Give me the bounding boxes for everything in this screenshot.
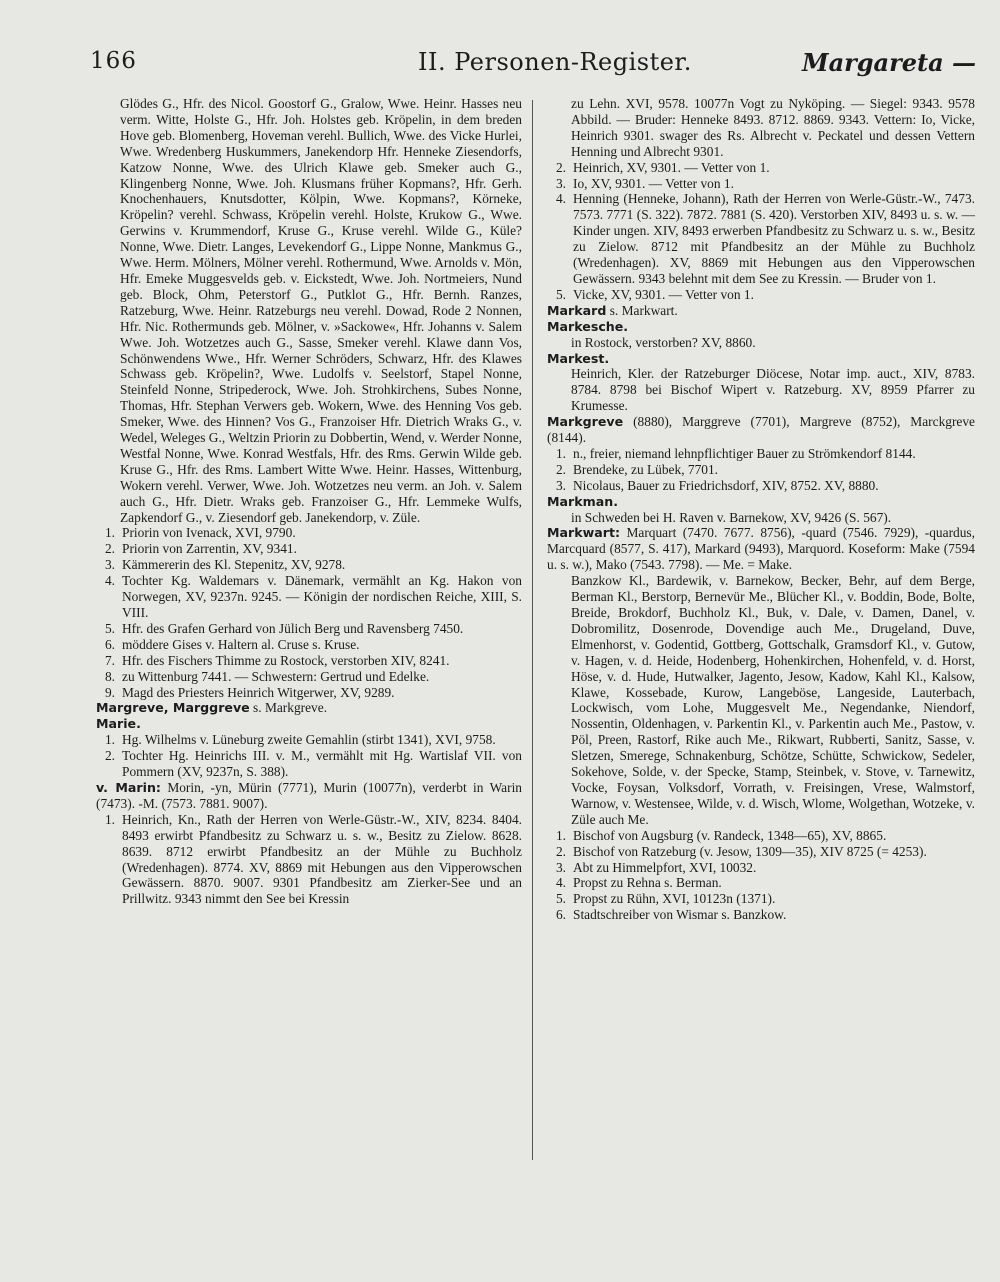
item-number: 3. [555,477,566,493]
item-text: Hfr. des Fischers Thimme zu Rostock, verstorben XIV, 8241. [122,652,450,668]
entry-markwart: Markwart: Marquart (7470. 7677. 8756), -quard (7546. 7929), -quardus, Marcquard (8577, S. 417), Markard (9493), Marquord. Koseform: Make (7594 u. s. w.), Mako (7543. 7798). — Me. = Make. [547,525,975,573]
item-text: Hfr. des Grafen Gerhard von Jülich Berg und Ravensberg 7450. [122,620,464,636]
entry-markgreve: Markgreve (8880), Marggreve (7701), Margreve (8752), Marckgreve (8144). [547,414,975,446]
entry-marin: v. Marin: Morin, -yn, Mürin (7771), Murin (10077n), verderbt in Warin (7473). -M. (7573. 7881. 9007). [96,779,522,811]
list-item [96,669,522,685]
item-number: 3. [104,557,115,573]
item-text: Henning (Henneke, Johann), Rath der Herren von Werle-Güstr.-W., 7473. 7573. 7771 (S. 322). 7872. 7881 (S. 420). Verstorben XIV, 8493 u. s. w. — Kinder ungen. XIV, 8493 erwerben Pfandbesitz zu Schwarz u. s. w., Besitz zu Zielow. 8712 mit Pfandbesitz an der Mühle zu Buchholz (Wredenhagen). XV, 8869 mit Hebungen aus den Vipperowschen Gewässern. 9343 belehnt mit dem See zu Kressin. — Bruder von 1. [573,191,975,286]
item-text: Hg. Wilhelms v. Lüneburg zweite Gemahlin (stirbt 1341), XVI, 9758. [122,732,496,748]
markwart-numbered-list [547,828,975,923]
item-number: 1. [104,525,115,541]
list-item [547,891,975,907]
item-text: Kämmererin des Kl. Stepenitz, XV, 9278. [122,557,346,573]
lemma-markard: Markard [547,302,607,318]
left-column [96,96,522,907]
item-number: 4. [555,191,566,207]
item-number: 2. [555,159,566,175]
list-item [547,478,975,494]
list-item [547,191,975,286]
lemma-marie: Marie. [96,716,141,732]
lemma-markest: Markest. [547,350,610,366]
list-item [547,462,975,478]
list-item [547,160,975,176]
item-number: 6. [104,636,115,652]
margareta-names-continuation: Glödes G., Hfr. des Nicol. Goostorf G., Gralow, Wwe. Heinr. Hasses neu verm. Witte, Holste G., Hfr. Joh. Holstes geb. Kröpelin, in dem breden Hove geb. Blomenberg, Hoveman verehl. Bullich, Wwe. des Vicke Hurlei, Wwe. Wredenberg Huskummers, Janekendorp Hfr. Henneke Ziesendorfs, Katzow Nonne, Wwe. des Ulrich Klawe geb. Smeker auch G., Klingenberg Nonne, Wwe. Joh. Klusmans früher Kopmans?, Hfr. Gerh. Knochenhauers, Knutsdotter, Kölpin, Wwe. Kopmans?, Körneke, Kröpelin? verehl. Schwass, Kröpelin verehl. Holste, Krukow G., Wwe. Gerwins v. Krummendorf, Kruse G., Kruse verehl. Wilde G., Küle? Nonne, Wwe. Dietr. Langes, Levekendorf G., Lippe Nonne, Mankmus G., Wwe. Herm. Mölners, Mölner verehl. Rothermund, Wwe. Arnolds v. Mön, Hfr. Emeke Muggesvelds geb. v. Eickstedt, Wwe. Joh. Nortmeiers, Nund geb. Block, Ohm, Peterstorf G., Putklot G., Hfr. Bernh. Ranzes, Ratzeburg, Wwe. Heinr. Ratzeburgs neu verehl. Dowad, Rode 2 Nonnen, Hfr. Nic. Rothermunds geb. Mölner, v. »Sackowe«, Hfr. Johanns v. Salem Wwe. Joh. Wotzetzes auch G., Sasse, Smeker verehl. Klawe dann Vos, Schönwendens Wwe., Hfr. Werner Schröders, Schwarz, Hfr. des Klawes Schwass geb. Kröpelin?, Wwe. Ludolfs v. Seelstorf, Stapel Nonne, Steinfeld Nonne, Stripederock, Wwe. Joh. Strohkirchens, Subes Nonne, Thomas, Hfr. Stephan Verwers geb. Wokern, Wwe. des Henning Vos geb. Smeker, Wwe. des Hinnen? Vos G., Franzoiser Hfr. Dietrich Wraks G., v. Wedel, Weleges G., Weltzin Priorin zu Dobbertin, Wend, v. Werder Nonne, Westfal Nonne, Wwe. Konrad Westfals, Hfr. des Rms. Gerwin Wilde geb. Kruse G., Hfr. des Rms. Lambert Witte Wwe. Heinr. Hasses, Wittenburg, Wokern verehl. Verwer, Wwe. Joh. Wotzetzes neu verm. an Joh. v. Salem auch G., Hfr. Dietr. Wraks geb. Franzoiser G., Hfr. Lemmeke Wulfs, Zapkendorf G., v. Ziesendorf geb. Janekendorp, v. Züle. [120,96,522,525]
item-number: 2. [555,461,566,477]
list-item [96,573,522,621]
item-number: 3. [555,859,566,875]
entry-marie [96,716,522,732]
item-number: 1. [555,445,566,461]
lemma-markman: Markman. [547,493,618,509]
item-text: Bischof von Augsburg (v. Randeck, 1348—65), XV, 8865. [573,827,887,843]
margareta-numbered-list [96,525,522,700]
list-item [96,525,522,541]
running-head: Margareta — [802,48,976,77]
list-item [96,653,522,669]
marin-numbered-list-cont [547,160,975,303]
item-number: 5. [555,891,566,907]
marie-numbered-list [96,732,522,780]
list-item [547,860,975,876]
entry-markesche [547,319,975,335]
page-header [0,48,1000,82]
list-item [96,748,522,780]
item-text: Io, XV, 9301. — Vetter von 1. [573,175,734,191]
item-number: 5. [104,620,115,636]
item-text: Magd des Priesters Heinrich Witgerwer, XV, 9289. [122,684,395,700]
markman-text: in Schweden bei H. Raven v. Barnekow, XV, 9426 (S. 567). [571,509,892,525]
list-item [96,812,522,907]
markest-text: Heinrich, Kler. der Ratzeburger Diöcese, Notar imp. auct., XIV, 8783. 8784. 8798 bei Bischof Wipert v. Ratzeburg. XV, 8959 Pfarrer zu Krumesse. [571,366,975,414]
list-item [547,844,975,860]
list-item [547,907,975,923]
item-number: 1. [555,827,566,843]
list-item [547,287,975,303]
item-number: 1. [104,732,115,748]
item-number: 9. [104,684,115,700]
item-number: 5. [555,286,566,302]
list-item [96,541,522,557]
list-item [547,176,975,192]
item-text: Stadtschreiber von Wismar s. Banzkow. [573,907,787,923]
lemma-markesche: Markesche. [547,318,629,334]
lemma-margreve: Margreve, Marggreve [96,700,250,716]
item-text: n., freier, niemand lehnpflichtiger Bauer zu Strömkendorf 8144. [573,445,916,461]
marin-numbered-list [96,812,522,907]
item-number: 2. [104,541,115,557]
item-text: Abt zu Himmelpfort, XVI, 10032. [573,859,757,875]
entry-markest [547,351,975,367]
item-number: 1. [104,811,115,827]
item-text: Bischof von Ratzeburg (v. Jesow, 1309—35), XIV 8725 (= 4253). [573,843,927,859]
marin-continuation: zu Lehn. XVI, 9578. 10077n Vogt zu Nyköping. — Siegel: 9343. 9578 Abbild. — Bruder: Henneke 8493. 8712. 8869. 9343. Vettern: Io, Vicke, Heinrich 9301. swager des Rs. Albrecht v. Peckatel und dessen Vettern Henning und Albrecht 9301. [571,96,975,159]
item-number: 4. [555,875,566,891]
item-text: Heinrich, XV, 9301. — Vetter von 1. [573,159,770,175]
item-number: 6. [555,907,566,923]
entry-markman [547,494,975,510]
list-item [96,621,522,637]
markwart-names: Banzkow Kl., Bardewik, v. Barnekow, Becker, Behr, auf dem Berge, Berman Kl., Berstorp, Bernevür Me., Blücher Kl., v. Boddin, Bode, Bolte, Breide, Brokdorf, Buchholz Kl., Buk, v. Dale, v. Damen, Danel, v. Dobromilitz, Dosenrode, Dovendige auch Me., Drugeland, Duve, Elmenhorst, v. Godentid, Gottberg, Gottschalk, Gramsdorf Kl., v. Gutow, v. Hagen, v. d. Heide, Hodenberg, Hohenkirchen, Hohenfeld, v. d. Horst, Höse, v. d. Hude, Hutwalker, Jagento, Jesow, Kadow, Kahl Kl., Kalsow, Klawe, Kossebade, Kurow, Langeböse, Langeside, Lauterbach, Lockwisch, vom Lohe, Muggesvelt Me., Negendanke, Niendorf, Nossentin, Oldenhagen, v. Parkentin Kl., v. Parkentin auch Me., Pastow, v. Pöl, Preen, Rastorf, Rike auch Me., Rikwart, Rubberti, Sanitz, Sasse, v. Sletzen, Smerege, Schnakenburg, Schötze, Schütte, Schwickow, Sedeler, Sokehove, Solde, v. der Specke, Stamp, Steinbek, v. Stove, v. Tarnewitz, Vocke, Foysan, Volksdorf, Vorrath, v. Freisingen, Vrese, Walmstorf, Warnow, v. Westensee, Wilde, v. d. Wisch, Wlome, Wolgethan, Wotzeke, v. Züle auch Me. [571,573,975,827]
column-divider [532,100,533,1160]
item-number: 7. [104,652,115,668]
item-text: Tochter Hg. Heinrichs III. v. M., vermählt mit Hg. Wartislaf VII. von Pommern (XV, 9237n, S. 388). [122,748,522,780]
list-item [96,732,522,748]
item-text: Propst zu Rühn, XVI, 10123n (1371). [573,891,776,907]
item-text: Priorin von Zarrentin, XV, 9341. [122,541,297,557]
page-number: 166 [90,48,137,74]
entry-markard: Markard s. Markwart. [547,302,678,318]
list-item [96,557,522,573]
item-text: Heinrich, Kn., Rath der Herren von Werle-Güstr.-W., XIV, 8234. 8404. 8493 erwirbt Pfandbesitz zu Schwarz u. s. w., Besitz zu Zielow. 8628. 8639. 8712 erwirbt Pfandbesitz an der Mühle zu Buchholz (Wredenhagen). 8774. XV, 8869 mit Hebungen aus den Vipperowschen Gewässern. 8870. 9007. 9301 Pfandbesitz am Zierker-See und an Prillwitz. 9343 nimmt den See bei Kressin [122,811,522,907]
item-text: Brendeke, zu Lübek, 7701. [573,461,719,477]
item-number: 2. [104,748,115,764]
item-text: Tochter Kg. Waldemars v. Dänemark, vermählt an Kg. Hakon von Norwegen, XV, 9237n. 9245. — Königin der nordischen Reiche, XIII, S. VIII. [122,573,522,620]
item-text: Propst zu Rehna s. Berman. [573,875,722,891]
markesche-text: in Rostock, verstorben? XV, 8860. [571,334,756,350]
list-item [547,446,975,462]
section-title: II. Personen-Register. [418,48,692,76]
list-item [547,875,975,891]
list-item [96,637,522,653]
item-number: 4. [104,573,115,589]
list-item [96,685,522,701]
lemma-marin: v. Marin: [96,779,161,795]
list-item [547,828,975,844]
lemma-markwart: Markwart: [547,525,621,541]
item-number: 8. [104,668,115,684]
item-text: Nicolaus, Bauer zu Friedrichsdorf, XIV, 8752. XV, 8880. [573,477,879,493]
lemma-markgreve: Markgreve [547,414,624,430]
item-number: 2. [555,843,566,859]
item-text: zu Wittenburg 7441. — Schwestern: Gertrud und Edelke. [122,668,430,684]
item-number: 3. [555,175,566,191]
item-text: Priorin von Ivenack, XVI, 9790. [122,525,296,541]
markgreve-numbered-list [547,446,975,494]
right-column [547,96,975,923]
item-text: Vicke, XV, 9301. — Vetter von 1. [573,286,754,302]
item-text: möddere Gises v. Haltern al. Cruse s. Kruse. [122,636,360,652]
entry-margreve: Margreve, Marggreve s. Markgreve. [96,700,328,716]
